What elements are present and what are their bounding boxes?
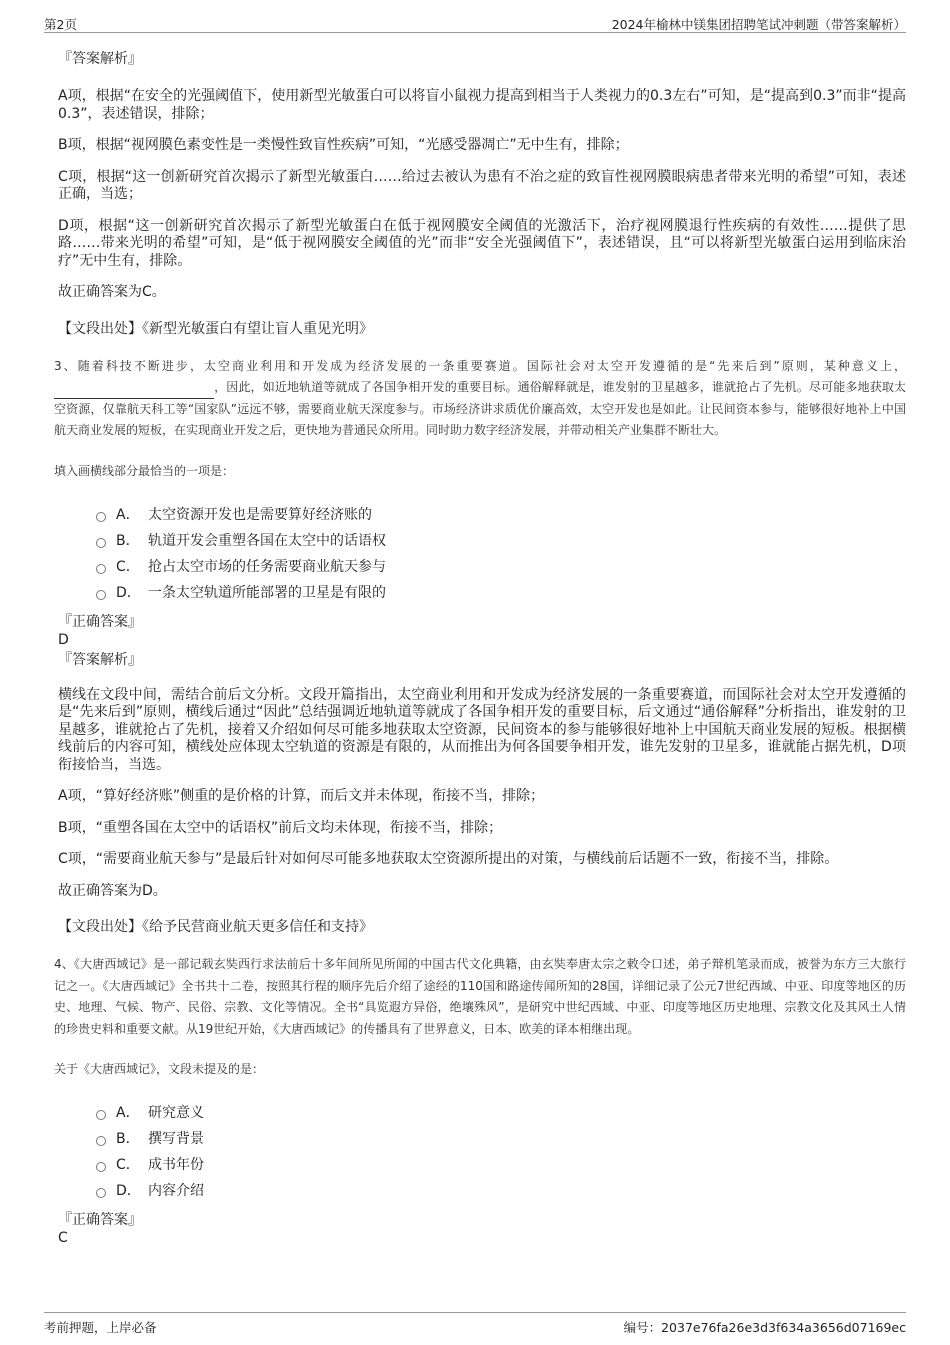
page-header — [44, 10, 906, 33]
q4-question-text: 4、《大唐西域记》是一部记载玄奘西行求法前后十多年间所见所闻的中国古代文化典籍，由玄奘奉唐太宗之敕令口述，弟子辩机笔录而成，被誉为东方三大旅行记之一。《大唐西域记》全书共十二卷，按照其行程的顺序先后介绍了途经的110国和路途传闻所知的28国，详细记录了公元7世纪西域、中亚、印度等地区的历史、地理、气候、物产、民俗、宗教、文化等情况。全书“具览遐方异俗，绝壤殊风”，是研究中世纪西域、中亚、印度等地区历史地理、宗教文化及其风土人情的珍贵史料和重要文献。从19世纪开始，《大唐西域记》的传播具有了世界意义，日本、欧美的译本相继出现。 — [54, 957, 906, 1036]
q3-prompt: 填入画横线部分最恰当的一项是： — [54, 463, 235, 478]
document-id: 编号：2037e76fa26e3d3f634a3656d07169ec — [623, 1320, 906, 1335]
q2-analysis-label: 『答案解析』 — [58, 51, 142, 67]
page-number: 第2页 — [44, 17, 77, 32]
q4-option-c[interactable]: C． 成书年份 — [96, 1151, 906, 1177]
q4-prompt: 关于《大唐西域记》，文段未提及的是： — [54, 1062, 265, 1076]
q3-analysis-label: 『答案解析』 — [58, 651, 142, 668]
q3-answer-label: 『正确答案』 — [58, 613, 142, 630]
radio-icon[interactable] — [96, 1162, 106, 1172]
q2-conclusion: 故正确答案为C。 — [58, 284, 166, 300]
q4-options — [96, 1099, 906, 1203]
radio-icon[interactable] — [96, 1110, 106, 1120]
radio-icon[interactable] — [96, 512, 106, 522]
q3-analysis-a: A项，“算好经济账”侧重的是价格的计算，而后文并未体现，衔接不当，排除； — [58, 788, 545, 804]
page-footer — [44, 1312, 906, 1339]
q3-answer: D — [58, 631, 69, 648]
q3-analysis: 横线在文段中间，需结合前后文分析。文段开篇指出，太空商业利用和开发成为经济发展的一条重要赛道，而国际社会对太空开发遵循的是“先来后到”原则，横线后通过“因此”总结强调近地轨道等就成了各国争相开发的重要目标，后文通过“通俗解释”分析指出，谁发射的卫星越多，谁就抢占了先机，接着又介绍如何尽可能多地获取太空资源，民间资本的参与能够很好地补上中国航天商业发展的短板。根据横线前后的内容可知，横线处应体现太空轨道的资源是有限的，从而推出为何各国要争相开发，谁先发射的卫星多，谁就能占据先机，D项衔接恰当，当选。 — [58, 686, 906, 773]
radio-icon[interactable] — [96, 538, 106, 548]
q3-text-before: 3、随着科技不断进步，太空商业利用和开发成为经济发展的一条重要赛道。国际社会对太空开发遵循的是“先来后到”原则，某种意义上， — [54, 358, 906, 373]
q4-option-d[interactable]: D． 内容介绍 — [96, 1177, 906, 1203]
page-content — [44, 40, 906, 1247]
q2-analysis-d: D项，根据“这一创新研究首次揭示了新型光敏蛋白在低于视网膜安全阈值的光激活下，治疗视网膜退行性疾病的有效性……提供了思路……带来光明的希望”可知，是“低于视网膜安全阈值的光”而非“安全光强阈值下”，表述错误，且“可以将新型光敏蛋白运用到临床治疗”无中生有，排除。 — [58, 217, 906, 269]
q3-source: 【文段出处】《给予民营商业航天更多信任和支持》 — [58, 919, 373, 935]
q4-option-a[interactable]: A． 研究意义 — [96, 1099, 906, 1125]
radio-icon[interactable] — [96, 590, 106, 600]
radio-icon[interactable] — [96, 1136, 106, 1146]
radio-icon[interactable] — [96, 564, 106, 574]
q4-answer: C — [58, 1230, 68, 1246]
q3-analysis-b: B项，“重塑各国在太空中的话语权”前后文均未体现，衔接不当，排除； — [58, 819, 503, 836]
q3-conclusion: 故正确答案为D。 — [58, 882, 167, 899]
q4-answer-label: 『正确答案』 — [58, 1212, 142, 1228]
q2-analysis-b: B项，根据“视网膜色素变性是一类慢性致盲性疾病”可知，“光感受器凋亡”无中生有，排除； — [58, 137, 629, 153]
q3-option-d[interactable]: D． 一条太空轨道所能部署的卫星是有限的 — [96, 579, 906, 605]
q3-question-text — [54, 356, 906, 442]
radio-icon[interactable] — [96, 1188, 106, 1198]
q3-option-a[interactable]: A． 太空资源开发也是需要算好经济账的 — [96, 501, 906, 527]
q3-options — [96, 501, 906, 605]
q3-option-c[interactable]: C． 抢占太空市场的任务需要商业航天参与 — [96, 553, 906, 579]
q3-fill-blank — [54, 384, 214, 399]
document-title: 2024年榆林中镁集团招聘笔试冲刺题（带答案解析） — [611, 17, 906, 32]
q3-analysis-c: C项，“需要商业航天参与”是最后针对如何尽可能多地获取太空资源所提出的对策，与横线前后话题不一致，衔接不当，排除。 — [58, 851, 839, 867]
q3-text-after: ，因此，如近地轨道等就成了各国争相开发的重要目标。通俗解释就是，谁发射的卫星越多，谁就抢占了先机。尽可能多地获取太空资源，仅靠航天科工等“国家队”远远不够，需要商业航天深度参与。市场经济讲求质优价廉高效，太空开发也是如此。让民间资本参与，能够很好地补上中国航天商业发展的短板，在实现商业开发之后，更快地为普通民众所用。同时助力数字经济发展，并带动相关产业集群不断壮大。 — [54, 380, 906, 437]
q4-option-b[interactable]: B． 撰写背景 — [96, 1125, 906, 1151]
footer-slogan: 考前押题，上岸必备 — [44, 1320, 157, 1335]
q2-analysis-c: C项，根据“这一创新研究首次揭示了新型光敏蛋白……给过去被认为患有不治之症的致盲性视网膜眼病患者带来光明的希望”可知，表述正确，当选； — [58, 168, 906, 202]
q2-analysis-a: A项，根据“在安全的光强阈值下，使用新型光敏蛋白可以将盲小鼠视力提高到相当于人类视力的0.3左右”可知，是“提高到0.3”而非“提高0.3”，表述错误，排除； — [58, 88, 906, 122]
q3-option-b[interactable]: B． 轨道开发会重塑各国在太空中的话语权 — [96, 527, 906, 553]
q2-source: 【文段出处】《新型光敏蛋白有望让盲人重见光明》 — [58, 320, 373, 337]
